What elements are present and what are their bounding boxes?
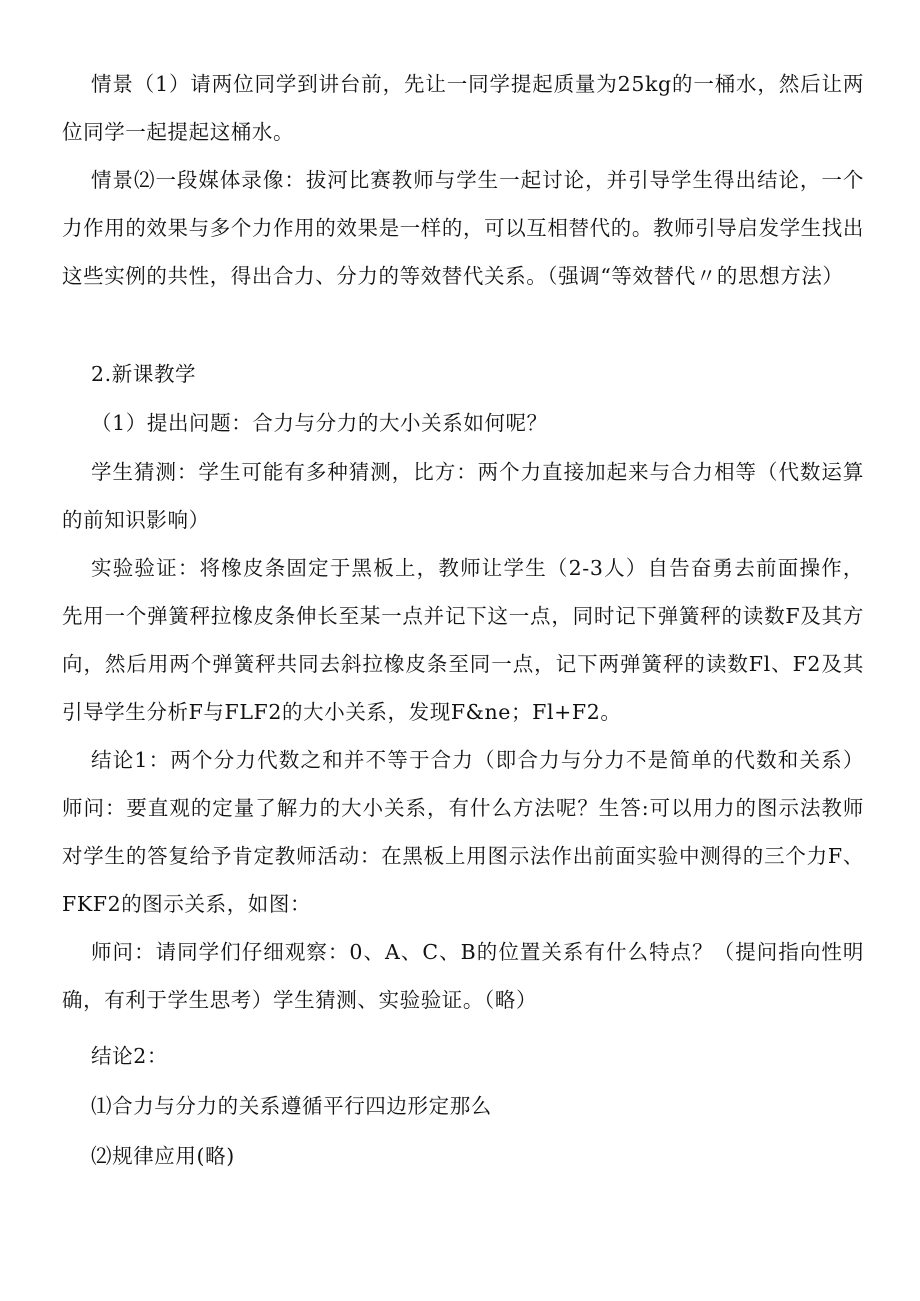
paragraph-scene-2: 情景⑵一段媒体录像：拔河比赛教师与学生一起讨论，并引导学生得出结论，一个力作用的效果与多个力作用的效果是一样的，可以互相替代的。教师引导启发学生找出这些实例的共性，得出合力、分力的等效替代关系。（强调“等效替代〃的思想方法） xyxy=(62,168,864,288)
list-item-conclusion-2-1: ⑴合力与分力的关系遵循平行四边形定那么 xyxy=(91,1094,492,1118)
paragraph-experiment: 实验验证：将橡皮条固定于黑板上，教师让学生（2-3人）自告奋勇去前面操作，先用一个弹簧秤拉橡皮条伸长至某一点并记下这一点，同时记下弹簧秤的读数F及其方向，然后用两个弹簧秤共同去斜拉橡皮条至同一点，记下两弹簧秤的读数Fl、F2及其引导学生分析F与FLF2的大小关系，发现F&ne；Fl+F2。 xyxy=(62,556,864,724)
paragraph-scene-1: 情景（1）请两位同学到讲台前，先让一同学提起质量为25kg的一桶水，然后让两位同学一起提起这桶水。 xyxy=(62,72,864,144)
section-heading-new-lesson: 2.新课教学 xyxy=(91,362,197,386)
paragraph-question: （1）提出问题：合力与分力的大小关系如何呢？ xyxy=(91,411,548,435)
paragraph-conclusion-2: 结论2： xyxy=(91,1044,168,1068)
paragraph-student-guess: 学生猜测：学生可能有多种猜测，比方：两个力直接加起来与合力相等（代数运算的前知识影响） xyxy=(62,460,864,532)
paragraph-conclusion-1: 结论1：两个分力代数之和并不等于合力（即合力与分力不是简单的代数和关系）师问：要直观的定量了解力的大小关系，有什么方法呢？生答:可以用力的图示法教师对学生的答复给予肯定教师活动：在黑板上用图示法作出前面实验中测得的三个力F、FKF2的图示关系，如图： xyxy=(62,748,864,916)
list-item-conclusion-2-2: ⑵规律应用(略) xyxy=(91,1144,235,1168)
paragraph-teacher-question: 师问：请同学们仔细观察：0、A、C、B的位置关系有什么特点？（提问指向性明确，有利于学生思考）学生猜测、实验验证。（略） xyxy=(62,940,864,1012)
